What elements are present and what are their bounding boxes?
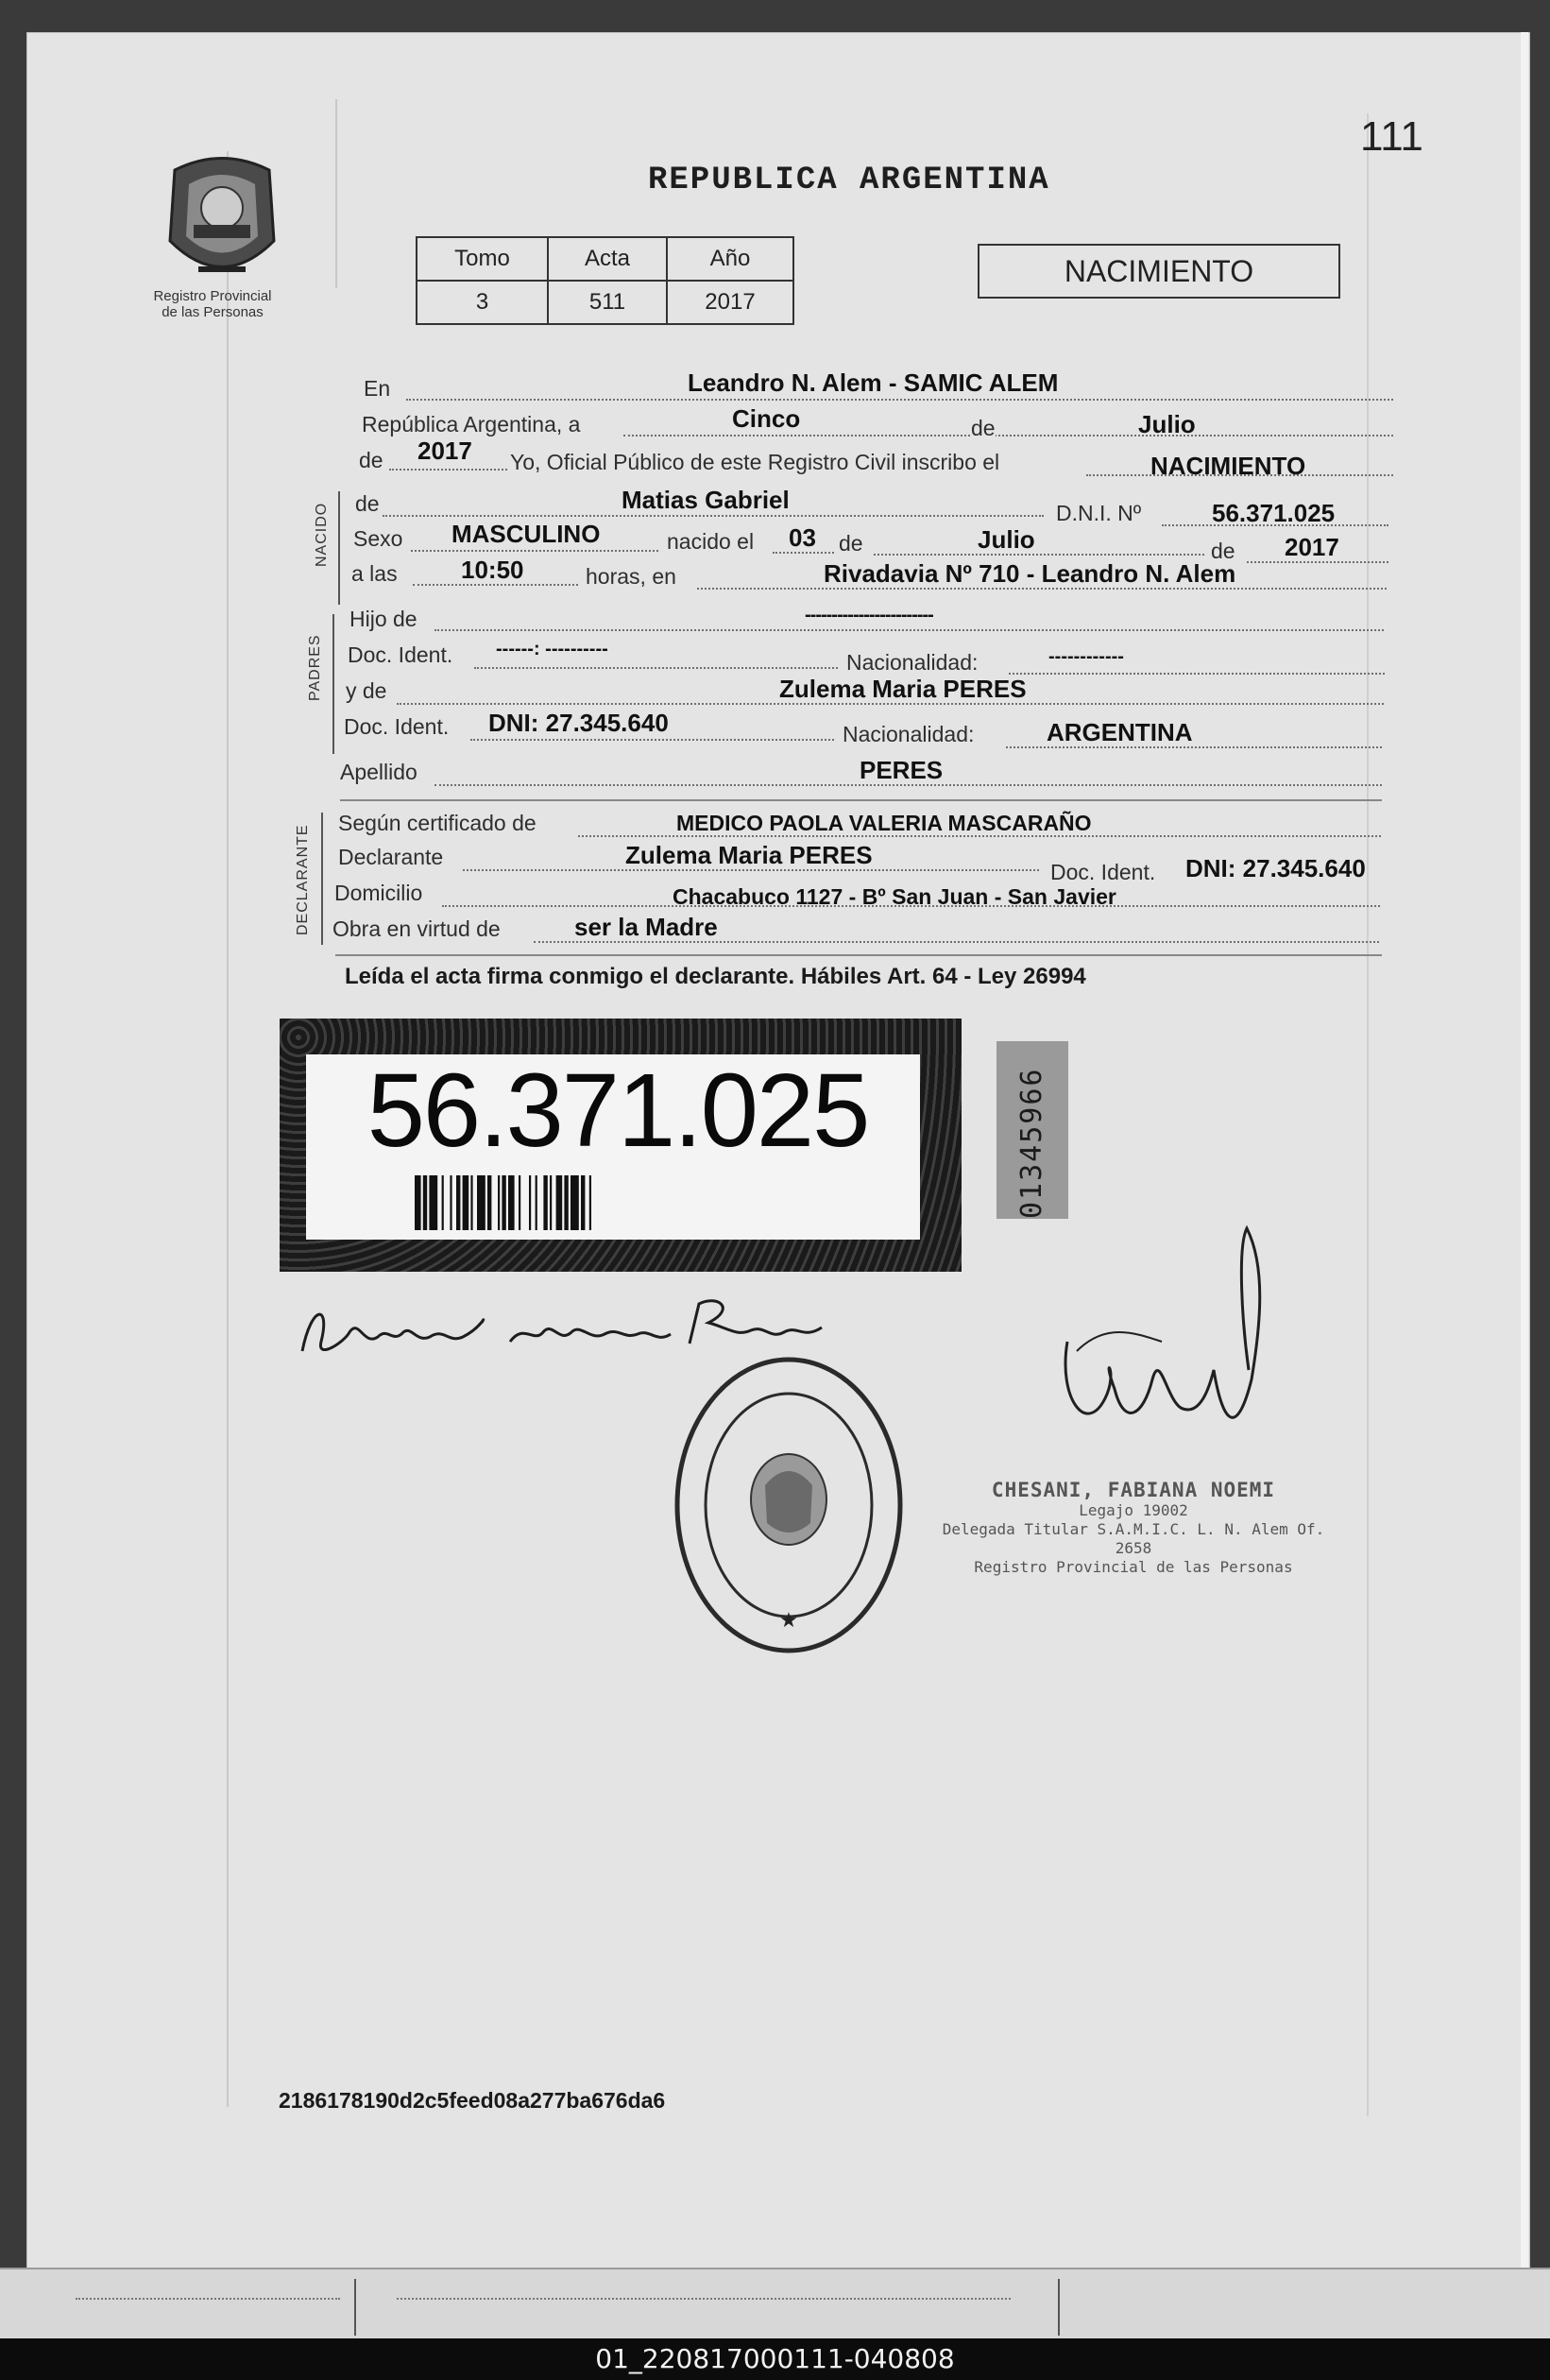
dotted-line [76,2298,340,2300]
declarante-doc-value: DNI: 27.345.640 [1185,854,1366,882]
nacido-de-label: de [355,491,380,516]
section-rule [332,614,334,754]
reference-table [416,236,794,325]
dotted-line [383,515,1044,517]
madre-value: Zulema Maria PERES [779,675,1027,703]
month-value: Julio [1138,410,1196,438]
ref-header-anio: Año [667,237,793,281]
serial-number: 01345966 [1015,1067,1048,1219]
official-registro: Registro Provincial de las Personas [974,1558,1293,1576]
dotted-line [623,435,1393,437]
sexo-label: Sexo [353,526,403,551]
segun-label: Según certificado de [338,811,537,835]
padre-doc-label: Doc. Ident. [348,642,453,667]
section-divider [340,799,1382,801]
obra-label: Obra en virtud de [332,916,501,941]
dotted-line [411,550,658,552]
margin-rule [227,151,229,2107]
next-page-edge [0,2268,1550,2340]
y-de-label: y de [346,678,387,703]
dotted-line [406,399,1393,401]
crest-caption [132,288,293,320]
lugar-value: Rivadavia Nº 710 - Leandro N. Alem [824,559,1236,588]
official-name: CHESANI, FABIANA NOEMI [991,1479,1276,1501]
dotted-line [397,2298,1011,2300]
declarante-doc-label: Doc. Ident. [1050,860,1156,884]
de2-label: de [359,448,383,472]
birth-month-value: Julio [978,525,1035,554]
declarante-value: Zulema Maria PERES [625,841,873,869]
reference-header-row [417,237,793,281]
dni-label: D.N.I. Nº [1056,501,1142,525]
madre-doc-value: DNI: 27.345.640 [488,709,669,737]
republica-label: República Argentina, a [362,412,581,437]
dotted-line [474,667,838,669]
section-divider [335,954,1382,956]
apellido-value: PERES [860,756,944,784]
record-type-box: NACIMIENTO [978,244,1340,299]
ref-value-acta: 511 [548,281,667,324]
madre-doc-label: Doc. Ident. [344,714,450,739]
hora-value: 10:50 [461,556,524,584]
declarante-side-label: DECLARANTE [295,824,311,935]
page-edge [1521,32,1528,2337]
ref-value-anio: 2017 [667,281,793,324]
padre-doc-value: ------: ---------- [496,639,608,659]
dotted-line [389,469,507,471]
image-id-bar: 01_220817000111-040808 [0,2338,1550,2380]
crest-caption-line2: de las Personas [162,304,264,320]
crest-caption-line1: Registro Provincial [153,288,272,304]
declarante-label: Declarante [338,845,444,869]
en-label: En [364,376,391,401]
madre-nacionalidad-value: ARGENTINA [1047,718,1193,746]
domicilio-label: Domicilio [334,881,423,905]
legal-text: Leída el acta firma conmigo el declarante. Hábiles Art. 64 - Ley 26994 [345,964,1086,989]
margin-rule-top [335,99,337,288]
official-stamp [921,1479,1346,1577]
page-number: 111 [1360,113,1423,160]
madre-nacionalidad-label: Nacionalidad: [843,722,975,746]
dni-sticker-number: 56.371.025 [366,1053,869,1169]
a-las-label: a las [351,561,398,586]
section-rule [338,491,340,605]
child-name-value: Matias Gabriel [622,486,790,514]
document-title: REPUBLICA ARGENTINA [648,163,1050,198]
de-label: de [971,416,996,440]
barcode-icon [415,1175,811,1230]
dni-value: 56.371.025 [1212,499,1336,527]
official-signature [1048,1209,1275,1493]
inscribo-value: NACIMIENTO [1150,452,1306,480]
yo-label: Yo, Oficial Público de este Registro Civil inscribo el [510,450,1000,474]
domicilio-value: Chacabuco 1127 - Bº San Juan - San Javier [673,884,1116,909]
horas-en-label: horas, en [586,564,676,589]
registry-seal [671,1353,907,1657]
official-cargo: Delegada Titular S.A.M.I.C. L. N. Alem Of. 2658 [942,1520,1325,1557]
dni-sticker-label [306,1054,920,1240]
segun-value: MEDICO PAOLA VALERIA MASCARAÑO [676,811,1092,835]
sexo-value: MASCULINO [451,520,601,548]
padres-side-label: PADRES [307,634,323,701]
day-value: Cinco [732,404,801,433]
nacido-de-label-3: de [1211,539,1235,563]
birth-day-value: 03 [789,523,816,552]
ref-header-acta: Acta [548,237,667,281]
right-margin-rule [1367,113,1369,2116]
dotted-line [434,629,1384,631]
padre-nacionalidad-value: ------------ [1048,646,1124,667]
dotted-line [1009,673,1385,675]
svg-text:★: ★ [779,1608,798,1632]
apellido-label: Apellido [340,760,417,784]
dotted-line [470,739,834,741]
hijo-de-label: Hijo de [349,607,417,631]
nacido-el-label: nacido el [667,529,755,554]
year-value: 2017 [417,437,472,465]
divider [354,2279,356,2336]
obra-value: ser la Madre [574,913,718,941]
dni-sticker [280,1019,962,1272]
dotted-line [874,554,1204,556]
nacido-side-label: NACIDO [314,502,330,567]
reference-value-row [417,281,793,324]
section-rule [321,813,323,945]
provincial-crest-icon [156,151,288,293]
document-hash: 2186178190d2c5feed08a277ba676da6 [279,2088,666,2113]
birth-year-value: 2017 [1285,533,1339,561]
official-legajo: Legajo 19002 [1079,1501,1188,1519]
divider [1058,2279,1060,2336]
ref-header-tomo: Tomo [417,237,548,281]
padre-nacionalidad-label: Nacionalidad: [846,650,979,675]
nacido-de-label-2: de [839,531,863,556]
en-value: Leandro N. Alem - SAMIC ALEM [688,368,1059,397]
ref-value-tomo: 3 [417,281,548,324]
padre-value: ------------------------ [805,605,933,625]
